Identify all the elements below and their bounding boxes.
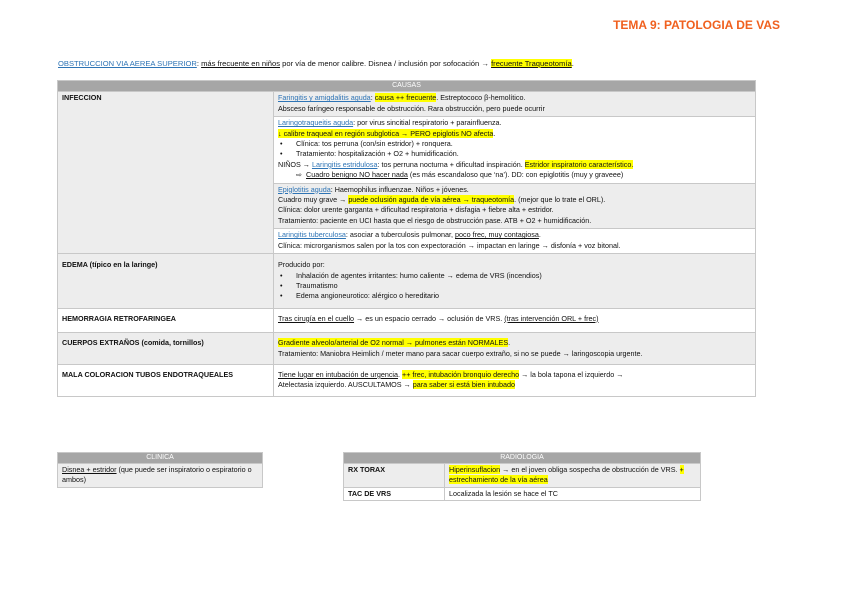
bullet-item: • Tratamiento: hospitalización + O2 + humidificación. [278, 149, 751, 159]
faringitis-block: Faringitis y amigdalitis aguda: causa ++ frecuente. Estreptococo β-hemolítico. Absceso faríngeo responsable de obstrucción. Rara obstrucción, pero puede ocurrir [274, 92, 755, 117]
row-cuerpos-extranos [58, 333, 756, 365]
rx-torax-content: Hiperinsuflacion → en el joven obliga sospecha de obstrucción de VRS. + estrechamiento de la vía aérea [445, 464, 701, 487]
causas-table [57, 80, 756, 397]
intro-paragraph: OBSTRUCCION VIA AEREA SUPERIOR: más frecuente en niños por vía de menor calibre. Disnea / inclusión por sofocación → frecuente Traqueotomía. [58, 59, 574, 68]
radiologia-header: RADIOLOGIA [344, 453, 701, 464]
tac-content: Localizada la lesión se hace el TC [445, 487, 701, 500]
cuerpos-label: CUERPOS EXTRAÑOS (comida, tornillos) [58, 333, 274, 365]
infeccion-content [274, 92, 756, 254]
row-infeccion [58, 92, 756, 254]
intro-highlight: frecuente Traqueotomía [491, 59, 572, 68]
arrow-icon: ⇨ [296, 170, 303, 180]
row-edema [58, 254, 756, 309]
clinica-table [57, 452, 263, 488]
laringitis-estridulosa-link[interactable]: Laringitis estridulosa [311, 159, 378, 169]
epiglotitis-block: Epiglotitis aguda: Haemophilus influenzae. Niños + jóvenes. Cuadro muy grave → puede oclusión aguda de vía aérea → traqueotomía. (mejor que lo trate el ORL). Clínica: dolor urente garganta + dificultad respiratoria + disfagia + fiebre alta + estridor. Tratamiento: paciente en UCI hasta que el riesgo de obstrucción pase. ATB + O2 + humidificación. [274, 184, 755, 230]
rx-torax-label: RX TORAX [344, 464, 445, 487]
laringotraqueitis-link[interactable]: Laringotraqueitis aguda [278, 118, 354, 128]
row-mala-coloracion [58, 364, 756, 396]
edema-label: EDEMA (típico en la laringe) [58, 254, 274, 309]
hemorragia-label: HEMORRAGIA RETROFARINGEA [58, 308, 274, 332]
epiglotitis-link[interactable]: Epiglotitis aguda [278, 184, 331, 194]
mala-label: MALA COLORACION TUBOS ENDOTRAQUEALES [58, 364, 274, 396]
bullet-item: • Edema angioneurotico: alérgico o hereditario [278, 291, 751, 301]
radiologia-table [343, 452, 701, 501]
intro-link[interactable]: OBSTRUCCION VIA AEREA SUPERIOR [58, 59, 197, 68]
row-hemorragia [58, 308, 756, 332]
bullet-item: • Traumatismo [278, 281, 751, 291]
tac-label: TAC DE VRS [344, 487, 445, 500]
infeccion-label: INFECCION [58, 92, 274, 254]
clinica-content: Disnea + estridor (que puede ser inspiratorio o espiratorio o ambos) [58, 464, 263, 487]
bullet-item: • Clínica: tos perruna (con/sin estridor) + ronquera. [278, 139, 751, 149]
causas-header: CAUSAS [58, 81, 756, 92]
edema-content: Producido por: • Inhalación de agentes irritantes: humo caliente → edema de VRS (incendios) • Traumatismo • Edema angioneurotico: alérgico o hereditario [274, 254, 756, 309]
clinica-header: CLINICA [58, 453, 263, 464]
cuerpos-content: Gradiente alveolo/arterial de O2 normal → pulmones están NORMALES. Tratamiento: Maniobra Heimlich / meter mano para sacar cuerpo extraño, si no se puede → laringoscopia urgente. [274, 333, 756, 365]
tuberculosa-link[interactable]: Laringitis tuberculosa [278, 230, 346, 240]
laringotraqueitis-block: Laringotraqueitis aguda: por virus sincitial respiratorio + parainfluenza. ↓ calibre traqueal en región subglotica → PERO epiglotis NO afecta. • Clínica: tos perruna (con/sin estridor) + ronquera. • Tratamiento: hospitalización + O2 + humidificación. NIÑOS → Laringitis estridulosa: tos perruna nocturna + dificultad inspiración. Estridor inspiratorio característico. ⇨ Cuadro benigno NO hacer nada (es más escandaloso que ‘na’). DD: con epiglotitis (muy y graveee) [274, 117, 755, 183]
hemorragia-content: Tras cirugía en el cuello → es un espacio cerrado → oclusión de VRS. (tras intervención ORL + frec) [274, 308, 756, 332]
faringitis-link[interactable]: Faringitis y amigdalitis aguda [278, 93, 371, 103]
tuberculosa-block: Laringitis tuberculosa: asociar a tuberculosis pulmonar, poco frec, muy contagiosa. Clínica: microrganismos salen por la tos con expectoración → impactan en laringe → disfonía + voz bitonal. [274, 229, 755, 253]
page-title: TEMA 9: PATOLOGIA DE VAS [613, 18, 780, 32]
bullet-item: • Inhalación de agentes irritantes: humo caliente → edema de VRS (incendios) [278, 271, 751, 281]
intro-underlined: más frecuente en niños [201, 59, 281, 68]
mala-content: Tiene lugar en intubación de urgencia. ++ frec, intubación bronquio derecho → la bola tapona el izquierdo → Atelectasia izquierdo. AUSCULTAMOS → para saber si está bien intubado [274, 364, 756, 396]
